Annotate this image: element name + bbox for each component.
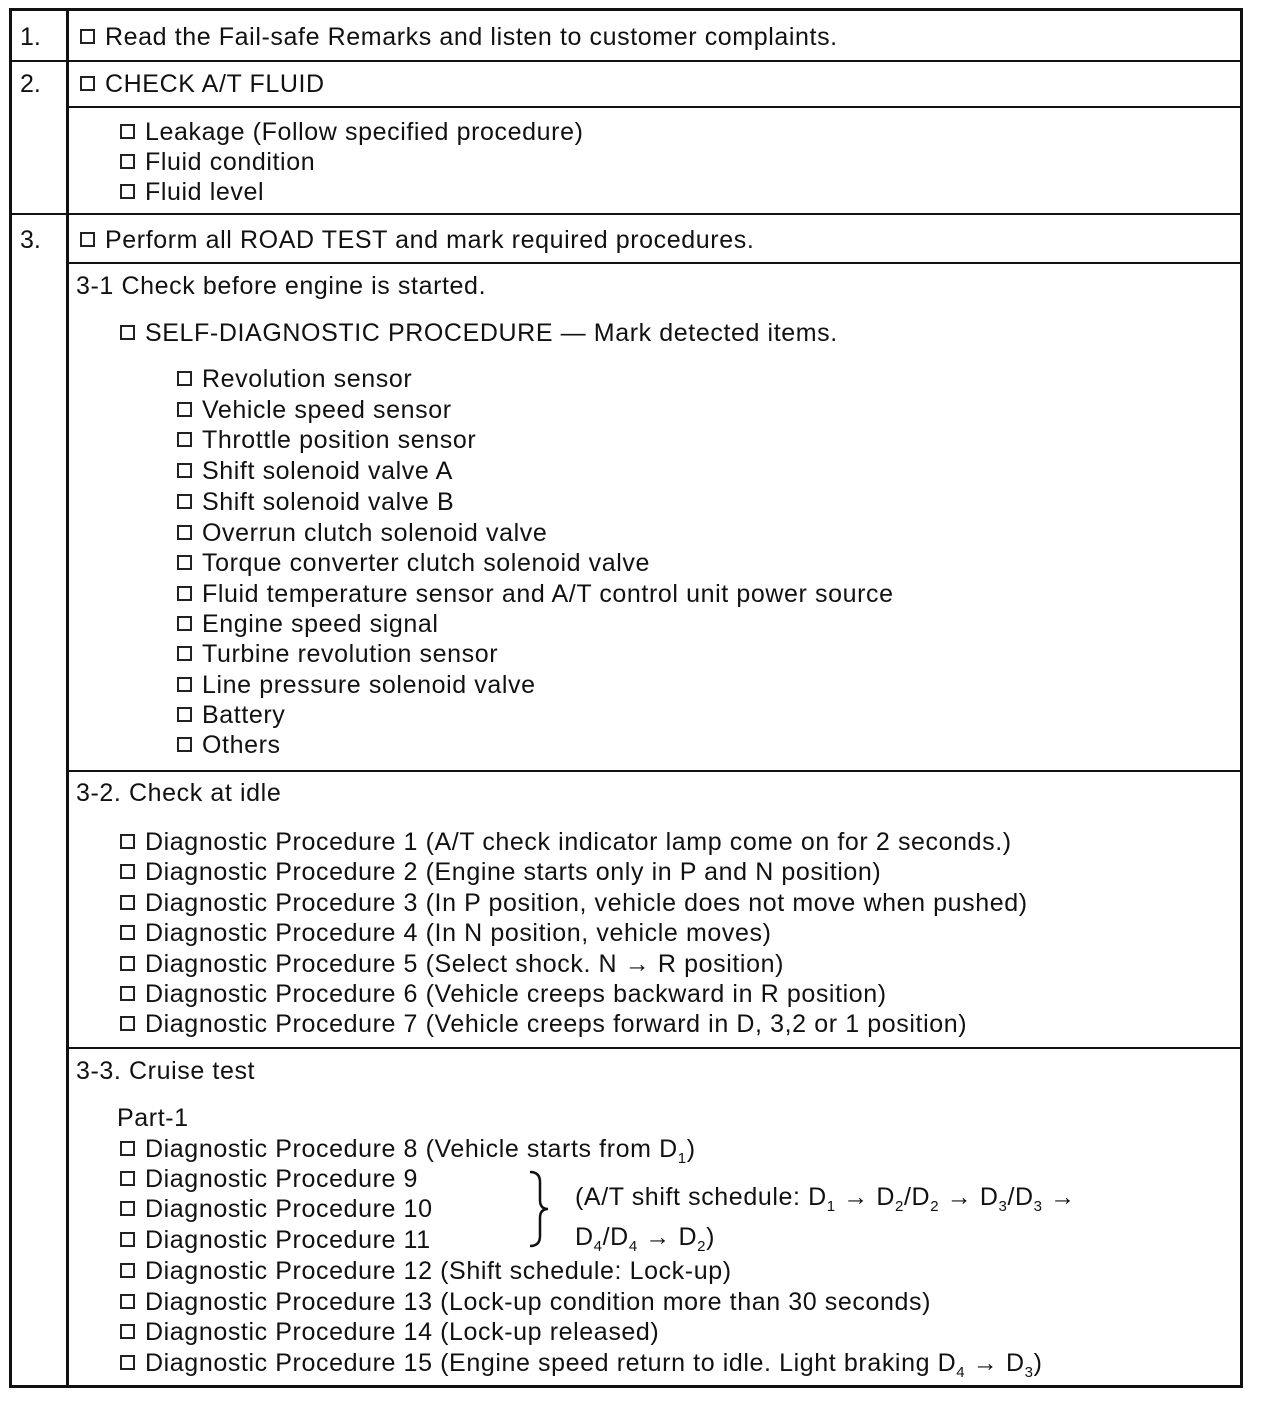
subscript: 3 — [1024, 1364, 1034, 1381]
checkbox[interactable] — [120, 1201, 135, 1216]
item-label: Engine speed signal — [202, 610, 439, 638]
list-item[interactable] — [177, 731, 281, 760]
list-item[interactable] — [120, 1195, 433, 1224]
list-item[interactable] — [177, 519, 547, 548]
checkbox[interactable] — [80, 76, 95, 91]
checkbox[interactable] — [177, 494, 192, 509]
list-item[interactable] — [177, 396, 452, 425]
checkbox[interactable] — [177, 402, 192, 417]
checkbox[interactable] — [120, 184, 135, 199]
item-label: Diagnostic Procedure 1 (A/T check indicator lamp come on for 2 seconds.) — [145, 828, 1012, 856]
item-label: Overrun clutch solenoid valve — [202, 519, 548, 547]
item-label: Diagnostic Procedure 9 — [145, 1165, 419, 1193]
checkbox[interactable] — [120, 1232, 135, 1247]
checkbox[interactable] — [120, 154, 135, 169]
list-item[interactable] — [177, 549, 650, 578]
item-label: Diagnostic Procedure 12 (Shift schedule: Lock-up) — [145, 1257, 732, 1285]
part-label: Part-1 — [117, 1104, 189, 1132]
shift-schedule-line2: $D_4/D_4 \to D_2$) — [575, 1223, 716, 1255]
step-number: 2. — [20, 70, 41, 98]
item-label: Shift solenoid valve B — [202, 488, 455, 516]
rule — [66, 106, 1243, 108]
list-item[interactable] — [177, 426, 476, 455]
item-label: Fluid temperature sensor and A/T control unit power source — [202, 580, 894, 608]
checkbox[interactable] — [120, 1263, 135, 1278]
item-label: Torque converter clutch solenoid valve — [202, 549, 651, 577]
shift-schedule-line1: (A/T shift schedule: $D_1 \to D_2/D_2 \to D_3/D_3$ → — [575, 1183, 1076, 1215]
list-item[interactable] — [120, 828, 1012, 857]
list-item[interactable] — [120, 950, 784, 979]
shift-schedule-note — [575, 1182, 1076, 1262]
item-label: Others — [202, 731, 281, 759]
checkbox[interactable] — [177, 677, 192, 692]
checkbox[interactable] — [120, 834, 135, 849]
list-item[interactable] — [120, 148, 315, 177]
item-label: Diagnostic Procedure 10 — [145, 1195, 433, 1223]
list-item[interactable] — [120, 178, 264, 207]
step3-title-row[interactable] — [80, 226, 754, 255]
list-item[interactable] — [120, 980, 887, 1009]
step-number: 3. — [20, 226, 41, 254]
item-label: Fluid level — [145, 178, 265, 206]
checkbox[interactable] — [120, 864, 135, 879]
checkbox[interactable] — [80, 232, 95, 247]
item-label: Turbine revolution sensor — [202, 640, 499, 668]
checkbox[interactable] — [120, 1016, 135, 1031]
step-number: 1. — [20, 23, 41, 51]
subscript: 4 — [956, 1364, 966, 1381]
list-item[interactable] — [177, 365, 412, 394]
step1-row[interactable] — [80, 23, 838, 52]
item-label: Diagnostic Procedure 11 — [145, 1226, 431, 1254]
list-item[interactable] — [120, 118, 584, 147]
list-item[interactable] — [120, 1010, 967, 1039]
item-label: Revolution sensor — [202, 365, 413, 393]
item-label: Diagnostic Procedure 8 (Vehicle starts from D — [145, 1135, 678, 1163]
item-label: Diagnostic Procedure 4 (In N position, vehicle moves) — [145, 919, 772, 947]
step2-title: CHECK A/T FLUID — [105, 70, 325, 98]
rule — [66, 770, 1243, 772]
checkbox[interactable] — [120, 1171, 135, 1186]
list-item[interactable] — [177, 457, 453, 486]
item-label: SELF-DIAGNOSTIC PROCEDURE — Mark detected items. — [145, 319, 838, 347]
item-label: Diagnostic Procedure 2 (Engine starts only in P and N position) — [145, 858, 882, 886]
list-item[interactable] — [120, 1349, 1043, 1381]
list-item[interactable] — [177, 610, 439, 639]
checkbox[interactable] — [177, 463, 192, 478]
list-item[interactable] — [177, 488, 454, 517]
checkbox[interactable] — [120, 1294, 135, 1309]
section-heading: 3-2. Check at idle — [76, 779, 282, 807]
item-label: Diagnostic Procedure 6 (Vehicle creeps backward in R position) — [145, 980, 887, 1008]
item-label: Throttle position sensor — [202, 426, 477, 454]
checkbox[interactable] — [120, 986, 135, 1001]
checkbox[interactable] — [177, 737, 192, 752]
rule — [66, 262, 1243, 264]
item-label: Leakage (Follow specified procedure) — [145, 118, 584, 146]
item-label: Vehicle speed sensor — [202, 396, 452, 424]
list-item[interactable] — [177, 640, 498, 669]
item-label: Fluid condition — [145, 148, 316, 176]
item-label: Diagnostic Procedure 13 (Lock-up condition more than 30 seconds) — [145, 1288, 932, 1316]
section-heading: 3-3. Cruise test — [76, 1057, 256, 1085]
list-item[interactable] — [120, 889, 1028, 918]
list-item[interactable] — [120, 919, 772, 948]
checkbox[interactable] — [120, 1141, 135, 1156]
checkbox[interactable] — [177, 646, 192, 661]
item-label: Line pressure solenoid valve — [202, 671, 536, 699]
checkbox[interactable] — [120, 124, 135, 139]
checkbox[interactable] — [177, 371, 192, 386]
step1-text: Read the Fail-safe Remarks and listen to customer complaints. — [105, 23, 838, 51]
self-diag-row[interactable] — [120, 319, 838, 348]
checkbox[interactable] — [177, 555, 192, 570]
item-label: Diagnostic Procedure 15 (Engine speed return to idle. Light braking D — [145, 1349, 957, 1377]
rule — [66, 1047, 1243, 1049]
checkbox[interactable] — [120, 1324, 135, 1339]
step2-title-row[interactable] — [80, 70, 325, 99]
item-label: ) — [1033, 1349, 1043, 1377]
item-label: Shift solenoid valve A — [202, 457, 453, 485]
checkbox[interactable] — [120, 1355, 135, 1370]
list-item[interactable] — [120, 1318, 659, 1347]
checkbox[interactable] — [177, 616, 192, 631]
list-item[interactable] — [120, 1288, 931, 1317]
list-item[interactable] — [177, 580, 894, 609]
section-heading: 3-1 Check before engine is started. — [76, 272, 487, 300]
checkbox[interactable] — [80, 29, 95, 44]
list-item[interactable] — [120, 858, 881, 887]
checkbox[interactable] — [120, 925, 135, 940]
item-label: Battery — [202, 701, 286, 729]
item-label: Diagnostic Procedure 5 (Select shock. N → R position) — [145, 950, 785, 978]
list-item[interactable] — [120, 1257, 732, 1286]
subscript: 1 — [677, 1150, 687, 1167]
list-item[interactable] — [120, 1135, 696, 1167]
item-label: Diagnostic Procedure 14 (Lock-up released) — [145, 1318, 660, 1346]
item-label: ) — [686, 1135, 696, 1163]
rule — [9, 213, 1243, 215]
number-column-divider — [66, 8, 69, 1388]
item-label: → D — [965, 1349, 1025, 1377]
checkbox[interactable] — [177, 525, 192, 540]
checkbox[interactable] — [120, 325, 135, 340]
rule — [9, 60, 1243, 62]
checkbox[interactable] — [177, 707, 192, 722]
checkbox[interactable] — [177, 432, 192, 447]
checkbox[interactable] — [120, 895, 135, 910]
right-brace — [528, 1170, 550, 1248]
checkbox[interactable] — [120, 956, 135, 971]
checkbox[interactable] — [177, 586, 192, 601]
item-label: Diagnostic Procedure 7 (Vehicle creeps forward in D, 3,2 or 1 position) — [145, 1010, 968, 1038]
list-item[interactable] — [177, 671, 536, 700]
list-item[interactable] — [120, 1165, 418, 1194]
item-label: Diagnostic Procedure 3 (In P position, vehicle does not move when pushed) — [145, 889, 1028, 917]
list-item[interactable] — [120, 1226, 431, 1255]
step3-title: Perform all ROAD TEST and mark required procedures. — [105, 226, 755, 254]
list-item[interactable] — [177, 701, 285, 730]
